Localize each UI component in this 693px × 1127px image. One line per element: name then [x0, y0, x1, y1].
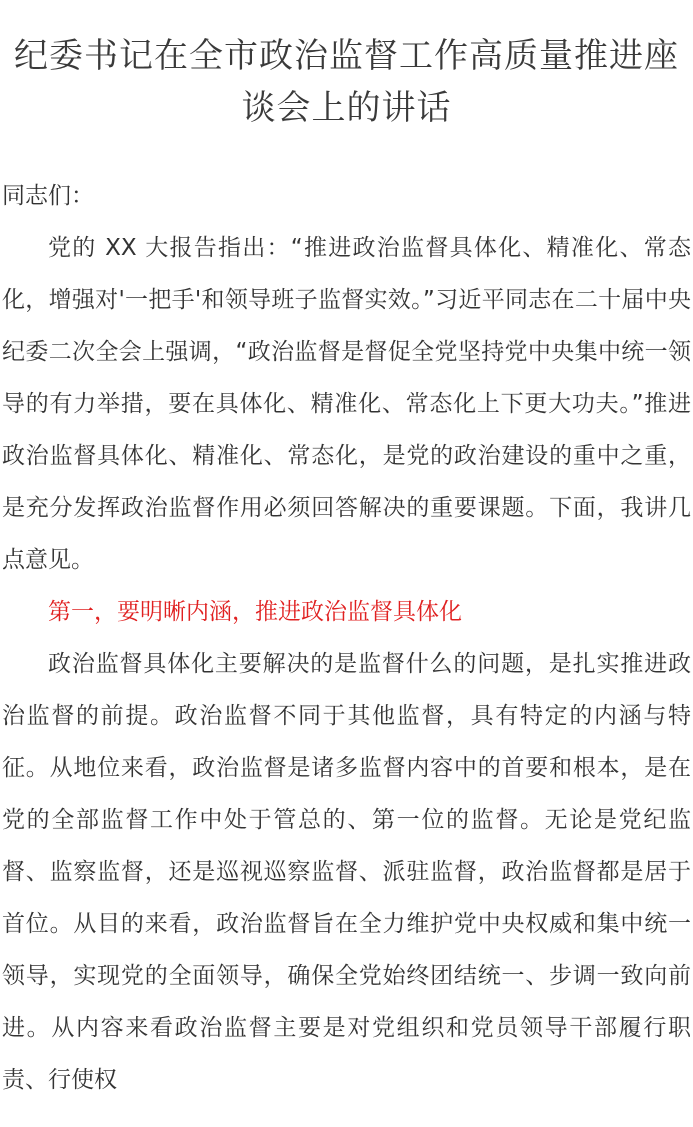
article — [0, 30, 693, 1106]
article-title: 纪委书记在全市政治监督工作高质量推进座谈会上的讲话 — [14, 36, 679, 128]
intro-paragraph: 党的 XX 大报告指出：“推进政治监督具体化、精准化、常态化，增强对'一把手'和领导班子监督实效。”习近平同志在二十届中央纪委二次全会上强调，“政治监督是督促全党坚持党中央集中统一领导的有力举措，要在具体化、精准化、常态化上下更大功夫。”推进政治监督具体化、精准化、常态化，是党的政治建设的重中之重，是充分发挥政治监督作用必须回答解决的重要课题。下面，我讲几点意见。 — [2, 235, 691, 573]
body-paragraph: 政治监督具体化主要解决的是监督什么的问题，是扎实推进政治监督的前提。政治监督不同于其他监督，具有特定的内涵与特征。从地位来看，政治监督是诸多监督内容中的首要和根本，是在党的全部监督工作中处于管总的、第一位的监督。无论是党纪监督、监察监督，还是巡视巡察监督、派驻监督，政治监督都是居于首位。从目的来看，政治监督旨在全力维护党中央权威和集中统一领导，实现党的全面领导，确保全党始终团结统一、步调一致向前进。从内容来看政治监督主要是对党组织和党员领导干部履行职责、行使权 — [2, 651, 691, 1093]
section-heading: 第一，要明晰内涵，推进政治监督具体化 — [48, 599, 462, 625]
greeting: 同志们： — [2, 183, 94, 209]
